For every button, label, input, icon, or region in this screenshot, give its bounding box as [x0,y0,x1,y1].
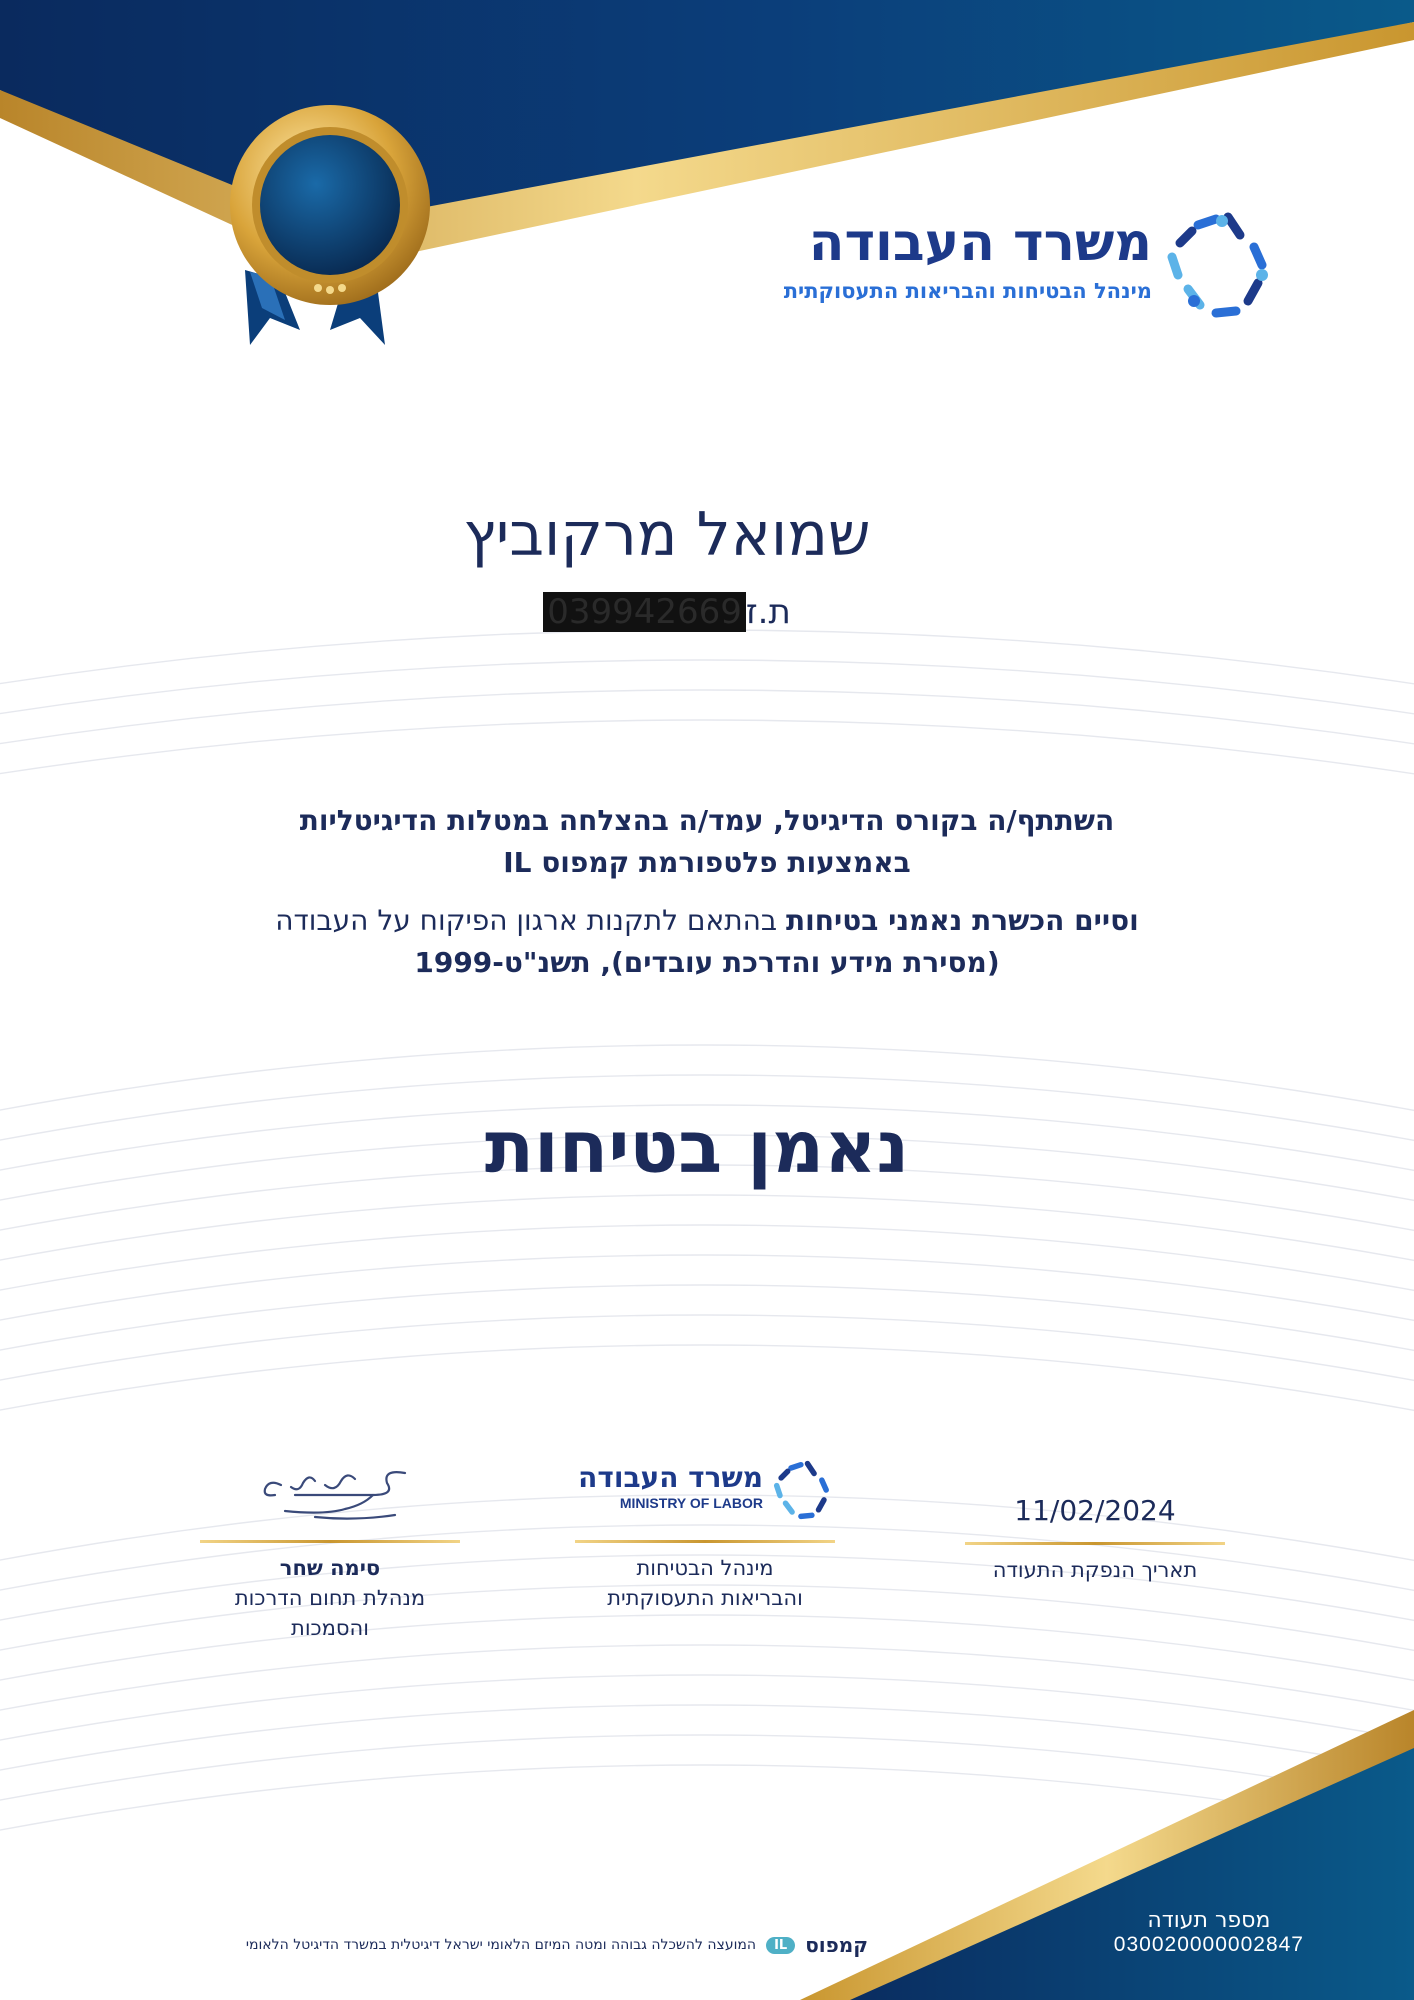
ministry-emblem-icon [1158,205,1278,325]
gold-divider [575,1540,835,1543]
recipient-name: שמואל מרקוביץ [463,500,871,570]
id-value-redacted: 039942669 [543,592,746,632]
statement-line-4: (מסירת מידע והדרכת עובדים), תשנ"ט-1999 [414,946,1000,979]
credits-text: המועצה להשכלה גבוהה ומטה המיזם הלאומי ישראל דיגיטלית במשרד הדיגיטל הלאומי [245,1937,757,1953]
issue-date-label: תאריך הנפקת התעודה [992,1558,1198,1582]
administration-line-2: והבריאות התעסוקתית [607,1586,803,1610]
statement-line-2: באמצעות פלטפורמת קמפוס IL [503,846,911,879]
certificate-number-label: מספר תעודה [1147,1908,1271,1933]
administration-block [575,1470,835,1613]
credits-footer [28,1930,868,1960]
certificate-number-block [1114,1908,1304,1957]
ministry-title: משרד העבודה [808,213,1152,273]
signer-block [200,1470,460,1643]
certificate-title: נאמן בטיחות [484,1105,910,1189]
medal-icon [230,105,430,345]
campus-il-badge: IL [766,1937,795,1954]
ministry-english-name: MINISTRY OF LABOR [619,1495,763,1511]
campus-logo-text: קמפוס [805,1933,868,1957]
administration-line-1: מינהל הבטיחות [636,1556,774,1580]
training-statement [120,900,1294,984]
recipient-id [0,592,1414,632]
ministry-small-title: משרד העבודה [578,1461,763,1494]
statement-line-1: השתתף/ה בקורס הדיגיטל, עמד/ה בהצלחה במטלות הדיגיטליות [299,804,1115,837]
gold-divider [965,1542,1225,1545]
statement-line-3-bold: וסיים הכשרת נאמני בטיחות [786,904,1139,937]
ministry-logo [782,195,1342,335]
id-label: ת.ז [745,592,791,632]
certificate-number: 030020000002847 [1113,1933,1304,1956]
completion-statement [120,800,1294,884]
issue-date: 11/02/2024 [1014,1494,1176,1527]
statement-line-3 [120,900,1294,942]
issue-date-block [965,1470,1225,1585]
signer-name: סימה שחר [279,1556,381,1580]
statement-line-3-rest: בהתאם לתקנות ארגון הפיקוח על העבודה [275,904,787,937]
ministry-subtitle: מינהל הבטיחות והבריאות התעסוקתית [783,279,1152,303]
signer-title: מנהלת תחום הדרכות והסמכות [234,1586,426,1640]
gold-divider [200,1540,460,1543]
